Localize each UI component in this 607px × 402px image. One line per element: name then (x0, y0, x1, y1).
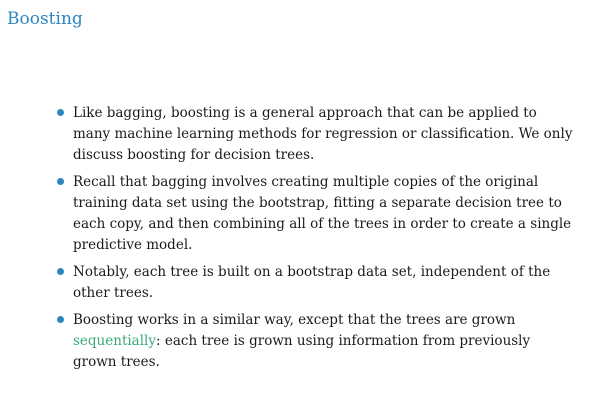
bullet-item (57, 103, 577, 166)
slide-title: Boosting (7, 9, 83, 29)
bullet-text-after: : each tree is grown using information from previously grown trees. (73, 333, 531, 370)
bullet-dot-icon (57, 268, 64, 275)
highlighted-term: sequentially (73, 333, 156, 349)
bullet-dot-icon (57, 316, 64, 323)
bullet-item (57, 172, 577, 256)
bullet-text: Like bagging, boosting is a general approach that can be applied to many machine learning methods for regression or classification. We only discuss boosting for decision trees. (73, 105, 573, 163)
bullet-text: Recall that bagging involves creating multiple copies of the original training data set using the bootstrap, fitting a separate decision tree to each copy, and then combining all of the trees in order to create a single predictive model. (73, 174, 572, 253)
bullet-text-before: Boosting works in a similar way, except that the trees are grown (73, 312, 516, 328)
bullet-item (57, 262, 577, 304)
bullet-dot-icon (57, 178, 64, 185)
bullet-dot-icon (57, 109, 64, 116)
bullet-text: Notably, each tree is built on a bootstrap data set, independent of the other trees. (73, 264, 551, 301)
bullet-list (57, 103, 577, 379)
bullet-item (57, 310, 577, 373)
